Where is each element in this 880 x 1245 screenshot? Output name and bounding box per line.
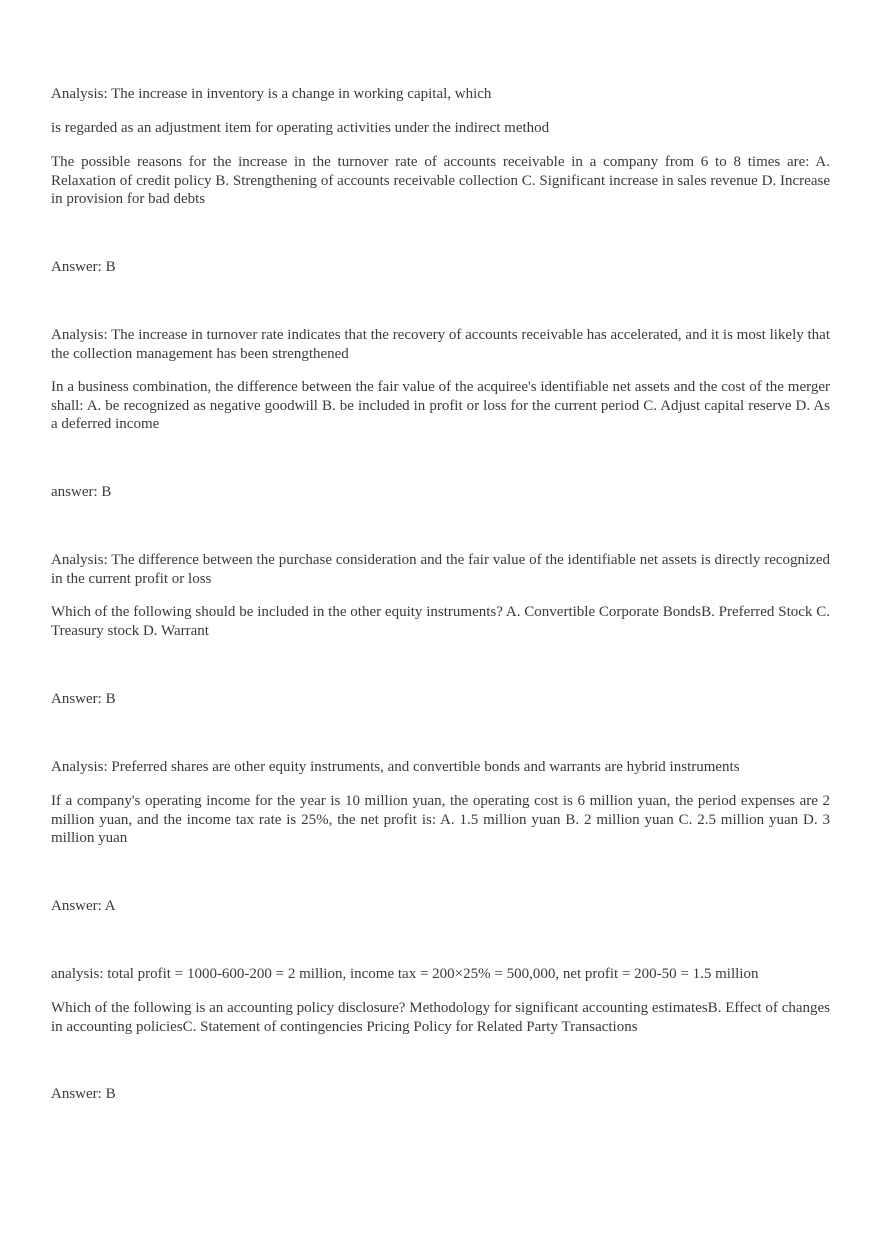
answer-line: Answer: B [51,259,116,275]
answer-line: Answer: A [51,898,116,914]
answer-line: answer: B [51,484,112,500]
answer-line: Answer: B [51,691,116,707]
question-paragraph: Which of the following should be included in the other equity instruments? A. Convertible Corporate BondsB. Preferred Stock C. Treasury stock D. Warrant [51,604,830,639]
analysis-paragraph: Analysis: The increase in turnover rate indicates that the recovery of accounts receivable has accelerated, and it is most likely that the collection management has been strengthened [51,327,830,362]
analysis-paragraph: is regarded as an adjustment item for operating activities under the indirect method [51,120,550,136]
analysis-paragraph: Analysis: The difference between the purchase consideration and the fair value of the identifiable net assets is directly recognized in the current profit or loss [51,552,830,587]
answer-line: Answer: B [51,1086,116,1102]
analysis-paragraph: Analysis: Preferred shares are other equity instruments, and convertible bonds and warrants are hybrid instruments [51,759,740,775]
question-paragraph: If a company's operating income for the year is 10 million yuan, the operating cost is 6 million yuan, the period expenses are 2 million yuan, and the income tax rate is 25%, the net profit is: A. 1.5 million yuan B. 2 million yuan C. 2.5 million yuan D. 3 million yuan [51,793,830,846]
question-paragraph: The possible reasons for the increase in the turnover rate of accounts receivable in a company from 6 to 8 times are: A. Relaxation of credit policy B. Strengthening of accounts receivable collection C. Significant increase in sales revenue D. Increase in provision for bad debts [51,154,830,207]
analysis-paragraph: analysis: total profit = 1000-600-200 = 2 million, income tax = 200×25% = 500,000, net profit = 200-50 = 1.5 million [51,966,759,982]
question-paragraph: In a business combination, the difference between the fair value of the acquiree's identifiable net assets and the cost of the merger shall: A. be recognized as negative goodwill B. be included in profit or loss for the current period C. Adjust capital reserve D. As a deferred income [51,379,830,432]
analysis-paragraph: Analysis: The increase in inventory is a change in working capital, which [51,86,492,102]
question-paragraph: Which of the following is an accounting policy disclosure? Methodology for significant accounting estimatesB. Effect of changes in accounting policiesC. Statement of contingencies Pricing Policy for Related Party Transactions [51,1000,830,1035]
